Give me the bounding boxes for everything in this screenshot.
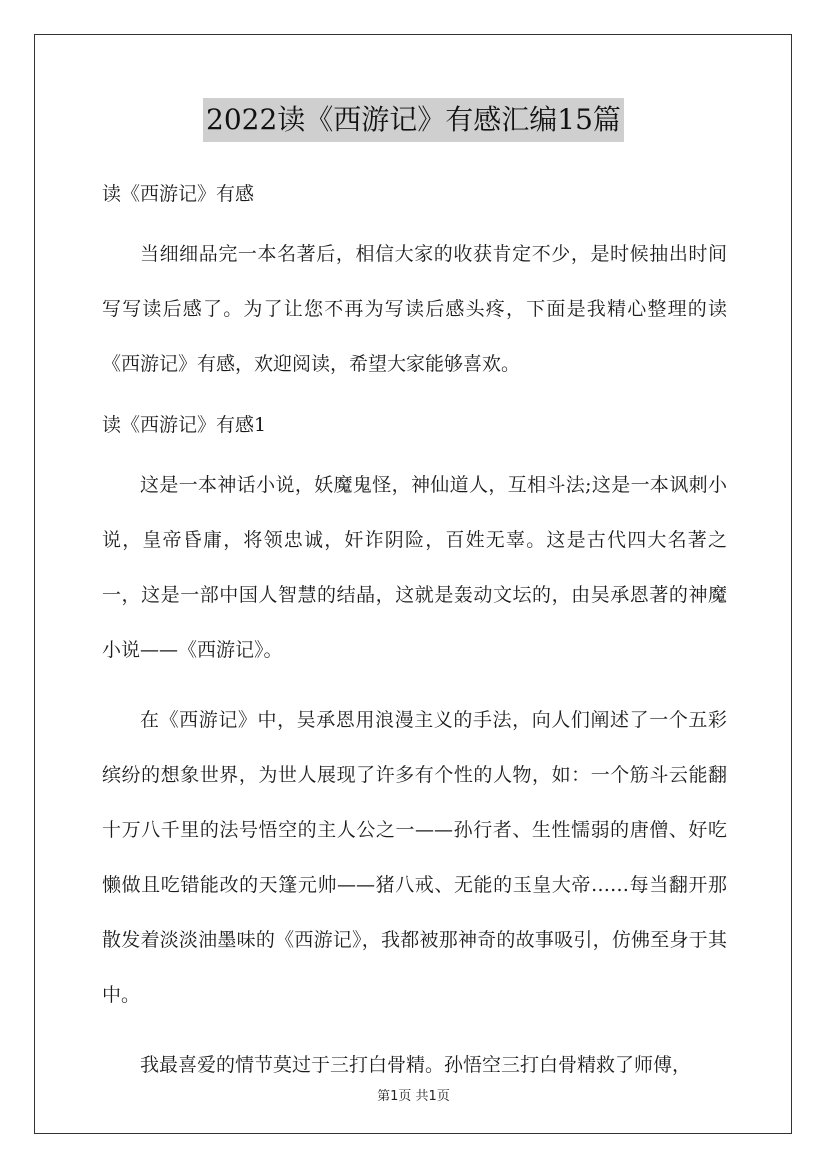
paragraph: 在《西游记》中，吴承恩用浪漫主义的手法，向人们阐述了一个五彩缤纷的想象世界，为世人展现了许多有个性的人物，如：一个筋斗云能翻十万八千里的法号悟空的主人公之一——孙行者、生性懦弱的唐僧、好吃懒做且吃错能改的天篷元帅——猪八戒、无能的玉皇大帝……每当翻开那散发着淡淡油墨味的《西游记》，我都被那神奇的故事吸引，仿佛至身于其中。 [102, 709, 727, 1006]
paragraph: 当细细品完一本名著后，相信大家的收获肯定不少，是时候抽出时间写写读后感了。为了让您不再为写读后感头疼，下面是我精心整理的读《西游记》有感，欢迎阅读，希望大家能够喜欢。 [102, 243, 727, 375]
document-title: 2022读《西游记》有感汇编15篇 [203, 98, 624, 142]
section-heading: 读《西游记》有感1 [102, 414, 267, 436]
paragraph: 这是一本神话小说，妖魔鬼怪，神仙道人，互相斗法;这是一本讽刺小说，皇帝昏庸，将领忠诚，奸诈阴险，百姓无辜。这是古代四大名著之一，这是一部中国人智慧的结晶，这就是轰动文坛的，由吴承恩著的神魔小说——《西游记》。 [102, 474, 727, 661]
page-footer: 第1页 共1页 [377, 1089, 450, 1104]
paragraph: 我最喜爱的情节莫过于三打白骨精。孙悟空三打白骨精救了师傅， [140, 1054, 692, 1076]
section-heading: 读《西游记》有感 [102, 183, 255, 205]
document-body [102, 176, 727, 1108]
title-container [0, 98, 827, 142]
